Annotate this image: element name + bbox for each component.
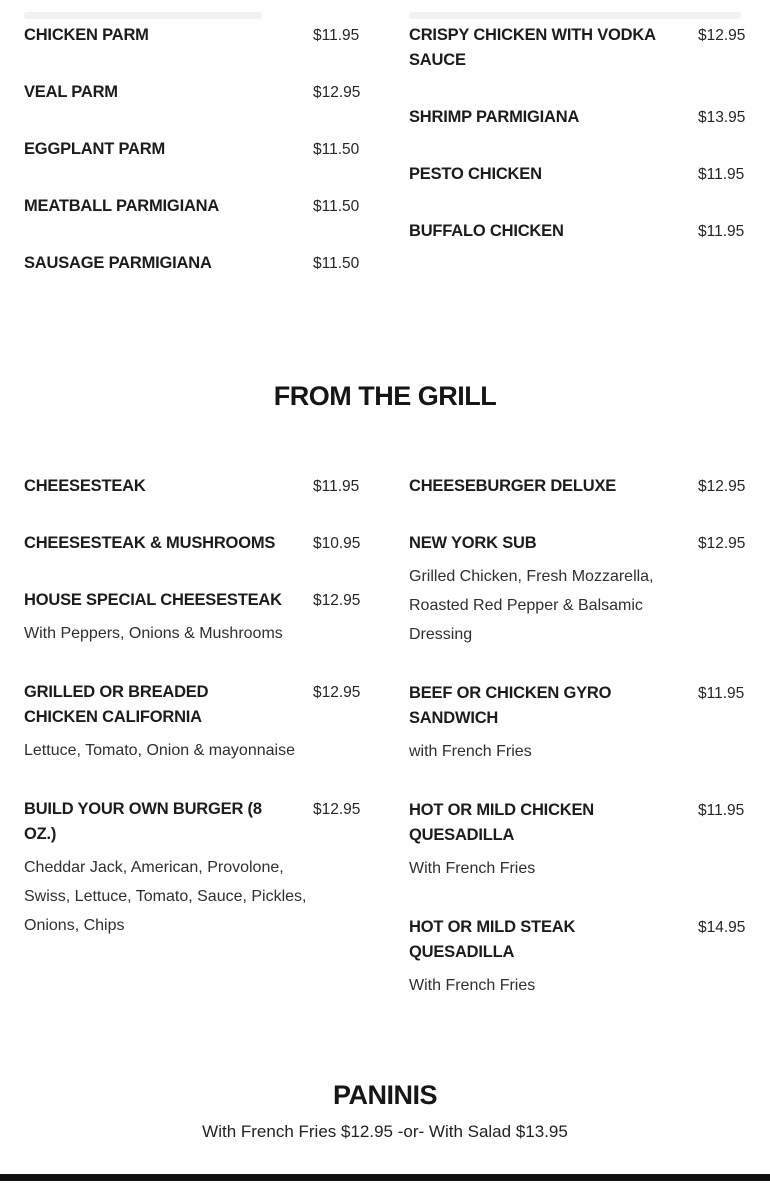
menu-item-description: with French Fries bbox=[409, 743, 532, 760]
menu-item-price: $12.95 bbox=[313, 801, 361, 818]
section-title-from-the-grill: FROM THE GRILL bbox=[273, 381, 497, 411]
menu-item-name: SAUSAGE PARMIGIANA bbox=[24, 254, 212, 272]
menu-item-price: $11.95 bbox=[698, 802, 745, 819]
menu-item bbox=[409, 474, 746, 499]
menu-item-name: HOT OR MILD STEAK QUESADILLA bbox=[409, 918, 576, 961]
menu-item bbox=[24, 251, 361, 276]
menu-item-price: $12.95 bbox=[698, 535, 746, 552]
menu-item-name: BUFFALO CHICKEN bbox=[409, 222, 564, 240]
menu-item-price: $11.95 bbox=[698, 166, 745, 183]
menu-item bbox=[409, 531, 746, 649]
menu-item-name: MEATBALL PARMIGIANA bbox=[24, 197, 220, 215]
menu-item bbox=[24, 588, 361, 648]
menu-item bbox=[24, 194, 361, 219]
menu-item bbox=[24, 797, 361, 940]
menu-item bbox=[24, 23, 361, 48]
menu-item-row bbox=[24, 797, 361, 847]
menu-item-row bbox=[24, 474, 361, 499]
menu-item-price: $12.95 bbox=[698, 478, 746, 495]
menu-item bbox=[409, 219, 746, 244]
menu-item-row bbox=[409, 798, 746, 848]
menu-item-price: $12.95 bbox=[313, 592, 361, 609]
menu-item-name: SHRIMP PARMIGIANA bbox=[409, 108, 580, 126]
menu-item-row bbox=[24, 137, 361, 162]
clipped-row-remnant-right bbox=[409, 12, 741, 19]
grill-column-right bbox=[409, 474, 746, 1032]
menu-item-price: $11.95 bbox=[698, 223, 745, 240]
menu-item-description: With French Fries bbox=[409, 860, 536, 877]
menu-item bbox=[409, 681, 746, 766]
menu-item-name: HOUSE SPECIAL CHEESESTEAK bbox=[24, 591, 282, 609]
menu-item-name: CHEESEBURGER DELUXE bbox=[409, 477, 617, 495]
menu-item-name: BUILD YOUR OWN BURGER (8 OZ.) bbox=[24, 800, 262, 843]
menu-item-price: $11.95 bbox=[313, 27, 360, 44]
menu-item bbox=[24, 531, 361, 556]
menu-item bbox=[409, 915, 746, 1000]
menu-item-name: BEEF OR CHICKEN GYRO SANDWICH bbox=[409, 684, 612, 727]
menu-item-description: Lettuce, Tomato, Onion & mayonnaise bbox=[24, 742, 295, 759]
menu-item-name: HOT OR MILD CHICKEN QUESADILLA bbox=[409, 801, 595, 844]
menu-item-row bbox=[409, 105, 746, 130]
menu-item-row bbox=[24, 251, 361, 276]
grill-column-left bbox=[24, 474, 361, 972]
menu-item bbox=[24, 680, 361, 765]
menu-item-name: PESTO CHICKEN bbox=[409, 165, 542, 183]
menu-item-price: $13.95 bbox=[698, 109, 746, 126]
menu-item-price: $11.50 bbox=[313, 255, 360, 272]
grill-section-grid bbox=[24, 474, 746, 1032]
menu-item bbox=[24, 474, 361, 499]
menu-item-name: CHICKEN PARM bbox=[24, 26, 149, 44]
menu-item-price: $11.95 bbox=[313, 478, 360, 495]
parm-column-left bbox=[24, 23, 361, 308]
menu-item-price: $12.95 bbox=[313, 684, 361, 701]
menu-item-price: $12.95 bbox=[313, 84, 361, 101]
menu-item-price: $12.95 bbox=[698, 27, 746, 44]
menu-item-description: Grilled Chicken, Fresh Mozzarella, Roasted Red Pepper & Balsamic Dressing bbox=[409, 568, 654, 643]
menu-item-row bbox=[24, 80, 361, 105]
menu-item bbox=[24, 137, 361, 162]
menu-item-name: EGGPLANT PARM bbox=[24, 140, 166, 158]
menu-item-row bbox=[409, 681, 746, 731]
menu-item-description: Cheddar Jack, American, Provolone, Swiss, Lettuce, Tomato, Sauce, Pickles, Onions, Chips bbox=[24, 859, 307, 934]
clipped-row-remnant-left bbox=[24, 12, 262, 19]
paninis-section-subtitle: With French Fries $12.95 -or- With Salad $13.95 bbox=[202, 1122, 568, 1141]
menu-item-name: CHEESESTEAK & MUSHROOMS bbox=[24, 534, 276, 552]
menu-item-price: $10.95 bbox=[313, 535, 361, 552]
menu-item-row bbox=[24, 588, 361, 613]
menu-item bbox=[409, 23, 746, 73]
section-title-paninis: PANINIS bbox=[332, 1080, 437, 1110]
menu-item-price: $14.95 bbox=[698, 919, 746, 936]
menu-item-name: CRISPY CHICKEN WITH VODKA SAUCE bbox=[409, 26, 656, 69]
menu-item bbox=[409, 105, 746, 130]
menu-item-row bbox=[409, 474, 746, 499]
parm-column-right bbox=[409, 23, 746, 276]
menu-item-price: $11.50 bbox=[313, 198, 360, 215]
menu-item-description: With French Fries bbox=[409, 977, 536, 994]
bottom-divider-bar bbox=[0, 1174, 770, 1181]
menu-item-row bbox=[409, 219, 746, 244]
menu-item-row bbox=[24, 680, 361, 730]
menu-item-price: $11.95 bbox=[698, 685, 745, 702]
menu-item-row bbox=[24, 531, 361, 556]
menu-item-row bbox=[24, 23, 361, 48]
menu-item-price: $11.50 bbox=[313, 141, 360, 158]
menu-item-name: GRILLED OR BREADED CHICKEN CALIFORNIA bbox=[24, 683, 209, 726]
menu-item-name: CHEESESTEAK bbox=[24, 477, 146, 495]
menu-item-name: VEAL PARM bbox=[24, 83, 118, 101]
menu-item-row bbox=[409, 915, 746, 965]
menu-item-description: With Peppers, Onions & Mushrooms bbox=[24, 625, 283, 642]
menu-item-row bbox=[24, 194, 361, 219]
menu-item-name: NEW YORK SUB bbox=[409, 534, 537, 552]
menu-item bbox=[24, 80, 361, 105]
menu-item bbox=[409, 798, 746, 883]
menu-item-row bbox=[409, 162, 746, 187]
menu-item bbox=[409, 162, 746, 187]
menu-item-row bbox=[409, 531, 746, 556]
parm-section-grid bbox=[24, 0, 746, 308]
menu-item-row bbox=[409, 23, 746, 73]
